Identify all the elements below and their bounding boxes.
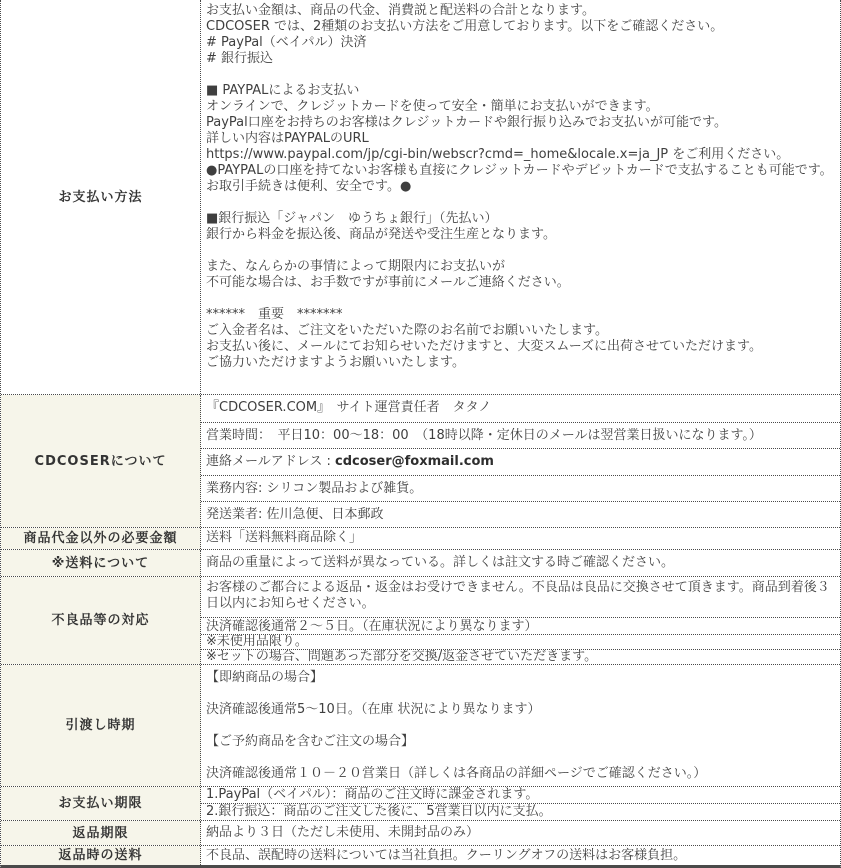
site-operator-cell: 『CDCOSER.COM』 サイト運営責任者 タタノ	[206, 400, 492, 415]
contact-email-cell	[201, 448, 840, 475]
row-shipping-fee-note	[1, 549, 840, 576]
text-line: PayPal口座をお持ちのお客様はクレジットカードや銀行振り込みでお支払いが可能です。	[206, 115, 727, 130]
returns-policy-cell: お客様のご都合による返品・返金はお受けできません。不良品は良品に交換させて頂きます。商品到着後３日以内にお知らせください。	[206, 580, 830, 611]
text-line: 決済確認後通常5～10日。（在庫 状況により異なります）	[206, 702, 541, 717]
text-line: ご協力いただけますようお願いいたします。	[206, 355, 465, 370]
row-header-payment-method: お支払い方法	[1, 0, 201, 394]
return-period-text: 納品より３日（ただし未使用、未開封品のみ）	[206, 825, 480, 840]
text-line: また、なんらかの事情によって期限内にお支払いが	[206, 259, 506, 274]
row-payment-deadline	[1, 786, 840, 820]
text-line: # PayPal（ベイパル）決済	[206, 35, 367, 50]
row-extra-charges	[1, 527, 840, 549]
text-line	[206, 195, 835, 211]
text-line	[206, 67, 835, 83]
text-line: お支払い後に、メールにてお知らせいただけますと、大変スムーズに出荷させていただけます。	[206, 339, 763, 354]
text-line: CDCOSER では、2種類のお支払い方法をご用意しております。以下をご確認ください。	[206, 19, 724, 34]
row-about-cdcoser	[1, 394, 840, 527]
shipping-carrier-cell: 発送業者: 佐川急便、日本郵政	[201, 501, 840, 527]
row-defective-items	[1, 576, 840, 664]
row-return-shipping	[1, 845, 840, 865]
important-notice-marker: ****** 重要 *******	[206, 307, 343, 322]
delivery-time-text	[201, 665, 840, 782]
text-line: ●PAYPALの口座を持てないお客様も直接にクレジットカードやデビットカードで支払することも可能です。	[206, 163, 833, 178]
text-line: 決済確認後通常１０－２０営業日（詳しくは各商品の詳細ページでご確認ください。）	[206, 766, 707, 781]
row-header-about-cdcoser: CDCOSERについて	[1, 395, 201, 527]
text-line: # 銀行振込	[206, 51, 274, 66]
return-shipping-text: 不良品、誤配時の送料については当社負担。クーリングオフの送料はお客様負担。	[206, 848, 687, 863]
business-description-cell: 業務内容: シリコン製品および雑貨。	[201, 475, 840, 501]
contact-email: cdcoser@foxmail.com	[335, 454, 494, 469]
row-header-return-shipping: 返品時の送料	[1, 846, 201, 865]
text-line	[206, 686, 835, 702]
row-header-return-period: 返品期限	[1, 821, 201, 845]
row-header-payment-deadline: お支払い期限	[1, 787, 201, 820]
text-line: ■ PAYPALによるお支払い	[206, 83, 360, 98]
text-line	[206, 718, 835, 734]
text-line: 銀行から料金を振込後、商品が発送や受注生産となります。	[206, 227, 556, 242]
text-line: 【即納商品の場合】	[206, 670, 324, 685]
cell-extra-charges	[201, 528, 840, 549]
text-line: 【ご予約商品を含むご注文の場合】	[206, 734, 415, 749]
text-line: ■銀行振込「ジャパン ゆうちょ銀行」（先払い）	[206, 211, 498, 226]
bank-transfer-deadline-cell: 2.銀行振込：商品のご注文した後に、5営業日以内に支払。	[201, 803, 840, 820]
cell-delivery-time	[201, 665, 840, 786]
text-line	[206, 243, 835, 259]
cell-defective-items	[201, 577, 840, 664]
shipping-fee-note-text: 商品の重量によって送料が異なっている。詳しくは註文する時ご確認ください。	[206, 555, 675, 570]
cell-return-shipping	[201, 846, 840, 865]
text-line: 不可能な場合は、お手数ですが事前にメールご連絡ください。	[206, 275, 570, 290]
row-return-period	[1, 820, 840, 845]
row-header-extra-charges: 商品代金以外の必要金額	[1, 528, 201, 549]
contact-email-label: 連絡メールアドレス :	[206, 454, 335, 469]
cell-return-period	[201, 821, 840, 845]
business-hours-cell: 営業時間： 平日10：00～18：00 （18時以降・定休日のメールは翌営業日扱いになります。）	[201, 422, 840, 448]
row-delivery-time	[1, 664, 840, 786]
unused-only-cell: ※未使用品限り。	[201, 634, 840, 649]
paypal-deadline-cell: 1.PayPal（ベイパル）：商品のご注文時に課金されます。	[206, 787, 539, 802]
text-line: 詳しい内容はPAYPALのURL	[206, 131, 369, 146]
text-line	[206, 291, 835, 307]
paypal-url-text: https://www.paypal.com/jp/cgi-bin/webscr?cmd=_home&locale.x=ja_JP をご利用ください。	[206, 147, 790, 162]
exchange-lead-time-cell: 決済確認後通常２～５日。（在庫状況により異なります）	[201, 617, 840, 634]
payment-method-text	[201, 0, 840, 371]
text-line	[206, 750, 835, 766]
cell-about-cdcoser	[201, 395, 840, 527]
cell-shipping-fee-note	[201, 550, 840, 576]
row-header-defective-items: 不良品等の対応	[1, 577, 201, 664]
text-line: ご入金者名は、ご注文をいただいた際のお名前でお願いいたします。	[206, 323, 608, 338]
row-header-shipping-fee-note: ※送料について	[1, 550, 201, 576]
cell-payment-deadline	[201, 787, 840, 820]
text-line: オンラインで、クレジットカードを使って安全・簡単にお支払いができます。	[206, 99, 659, 114]
text-line: お支払い金額は、商品の代金、消費説と配送料の合計となります。	[206, 3, 595, 18]
text-line: お取引手続きは便利、安全です。●	[206, 179, 412, 194]
row-header-delivery-time: 引渡し時期	[1, 665, 201, 786]
set-exchange-cell: ※セットの場合、問題あった部分を交換/返金させていただきます。	[201, 649, 840, 664]
extra-charges-text: 送料「送料無料商品除く」	[206, 530, 363, 545]
cell-payment-method	[201, 0, 840, 394]
row-payment-method	[1, 0, 840, 394]
